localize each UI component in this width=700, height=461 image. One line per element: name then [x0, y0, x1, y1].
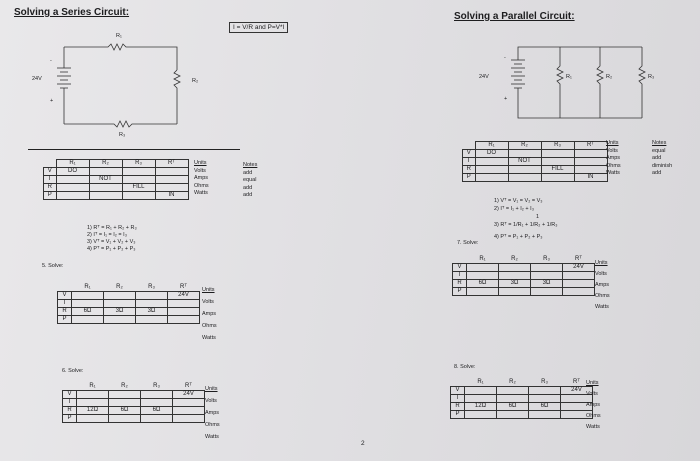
row-r: R — [44, 184, 57, 192]
row-v: V — [44, 168, 57, 176]
s6-units-v: Volts — [205, 398, 217, 404]
p-units-w: Watts — [606, 170, 620, 176]
parallel-r3-label: R₃ — [648, 74, 655, 80]
s5-vt: 24V — [168, 292, 200, 300]
s6-r1: 12Ω — [77, 407, 109, 415]
s7-h2: R₂ — [511, 256, 518, 262]
s5-h2: R₂ — [116, 284, 123, 290]
parallel-rules — [494, 197, 557, 241]
s7-r2: 3Ω — [499, 280, 531, 288]
s6-r2: 6Ω — [109, 407, 141, 415]
series-title: Solving a Series Circuit: — [14, 7, 130, 18]
s7-row-p: P — [453, 288, 467, 296]
p-note-in: IN — [574, 174, 607, 182]
s6-vt: 24V — [173, 391, 205, 399]
s7-h4: Rᵀ — [575, 256, 582, 262]
s8-row-p: P — [451, 411, 465, 419]
parallel-r1-label: R₁ — [566, 74, 572, 80]
p-rule-3-numerator: 1 — [536, 214, 540, 220]
s8-row-i: I — [451, 395, 465, 403]
row-p: P — [44, 192, 57, 200]
note-2: equal — [243, 177, 257, 183]
s8-r2: 6Ω — [497, 403, 529, 411]
s6-units-w: Watts — [205, 434, 219, 440]
s6-h1: R₁ — [89, 383, 96, 389]
s7-units — [595, 258, 610, 313]
p-row-r: R — [463, 166, 476, 174]
s7-units-w: Watts — [595, 304, 609, 310]
s8-vt: 24V — [561, 387, 593, 395]
s8-row-v: V — [451, 387, 465, 395]
s7-h1: R₁ — [479, 256, 486, 262]
p-units-h: Units — [606, 140, 619, 146]
parallel-units-column — [606, 140, 621, 178]
s8-units-h: Units — [586, 380, 599, 386]
p-rule-2: 2) Iᵀ = I₁ + I₂ + I₃ — [494, 206, 534, 212]
series-rule-2: 2) Iᵀ = I₁ = I₂ = I₃ — [87, 232, 127, 238]
s6-units-h: Units — [205, 386, 218, 392]
series-minus-label: - — [50, 58, 52, 64]
s5-r2: 3Ω — [104, 308, 136, 316]
units-ohms: Ohms — [194, 182, 209, 189]
p-row-i: I — [463, 158, 476, 166]
s5-r3: 3Ω — [136, 308, 168, 316]
p-row-v: V — [463, 150, 476, 158]
page-number: 2 — [361, 440, 365, 447]
p-units-a: Amps — [606, 155, 621, 161]
s7-row-i: I — [453, 272, 467, 280]
p-row-p: P — [463, 174, 476, 182]
s8-r3: 6Ω — [529, 403, 561, 411]
s8-h3: R₃ — [541, 379, 548, 385]
s7-h3: R₃ — [543, 256, 550, 262]
series-r1-label: R₁ — [116, 33, 122, 39]
note-fill: FILL — [122, 184, 155, 192]
s8-units-v: Volts — [586, 391, 598, 397]
p-rule-3: 3) Rᵀ = 1/R₁ + 1/R₂ + 1/R₃ — [494, 222, 558, 228]
parallel-r2-label: R₂ — [606, 74, 613, 80]
s5-row-p: P — [58, 316, 72, 324]
s7-units-o: Ohms — [595, 293, 610, 299]
s8-units-w: Watts — [586, 424, 600, 430]
notes-heading: Notes — [243, 162, 258, 168]
s5-units-h: Units — [202, 287, 215, 293]
parallel-summary-table — [462, 141, 608, 182]
s7-units-a: Amps — [595, 282, 610, 288]
s6-r3: 6Ω — [141, 407, 173, 415]
col-r2: R₂ — [89, 160, 122, 168]
units-watts: Watts — [194, 190, 208, 196]
units-volts: Volts — [194, 167, 206, 174]
s6-units-o: Ohms — [205, 422, 220, 428]
p-rule-1: 1) Vᵀ = V₁ = V₂ = V₃ — [494, 198, 543, 204]
p-units-v: Volts — [606, 147, 618, 154]
s5-row-i: I — [58, 300, 72, 308]
s7-vt: 24V — [563, 264, 595, 272]
s6-h2: R₂ — [121, 383, 128, 389]
s6-h3: R₃ — [153, 383, 160, 389]
s7-units-v: Volts — [595, 271, 607, 277]
units-amps: Amps — [194, 175, 209, 181]
p-note-not: NOT — [508, 158, 541, 166]
formula-box: I = V/R and P=V*I — [229, 22, 288, 33]
p-notes-h: Notes — [652, 140, 667, 146]
col-rt: Rᵀ — [155, 160, 188, 168]
s5-h1: R₁ — [84, 284, 91, 290]
s5-units-w: Watts — [202, 335, 216, 341]
s7-row-r: R — [453, 280, 467, 288]
series-r2-label: R₂ — [192, 78, 199, 84]
solve5-label: 5. Solve: — [42, 263, 64, 269]
s7-r3: 3Ω — [531, 280, 563, 288]
solve6-label: 6. Solve: — [62, 368, 84, 374]
p-note-fill: FILL — [541, 166, 574, 174]
note-4: add — [243, 192, 253, 198]
s6-h4: Rᵀ — [185, 383, 192, 389]
s5-row-v: V — [58, 292, 72, 300]
note-in: IN — [155, 192, 188, 200]
solve8-label: 8. Solve: — [454, 364, 476, 370]
s5-units-v: Volts — [202, 299, 214, 305]
solve7-table — [452, 256, 595, 296]
series-plus-label: + — [50, 98, 54, 104]
parallel-minus-label: - — [504, 55, 506, 61]
s5-units-a: Amps — [202, 311, 217, 317]
s8-r1: 12Ω — [465, 403, 497, 411]
parallel-notes-column — [652, 140, 672, 178]
s8-h2: R₂ — [509, 379, 516, 385]
p-col-rt: Rᵀ — [574, 142, 607, 150]
s8-h4: Rᵀ — [573, 379, 580, 385]
s5-row-r: R — [58, 308, 72, 316]
s8-units-o: Ohms — [586, 413, 601, 419]
s8-h1: R₁ — [477, 379, 484, 385]
p-rule-4: 4) Pᵀ = P₁ + P₂ + P₃ — [494, 234, 543, 240]
solve8-table — [450, 379, 593, 419]
parallel-battery-label: 24V — [479, 74, 489, 80]
col-r3: R₃ — [122, 160, 155, 168]
s5-r1: 6Ω — [72, 308, 104, 316]
s6-row-p: P — [63, 415, 77, 423]
s5-h4: Rᵀ — [180, 284, 187, 290]
p-col-r3: R₃ — [541, 142, 574, 150]
p-units-o: Ohms — [606, 162, 621, 169]
p-col-r2: R₂ — [508, 142, 541, 150]
note-3: add — [243, 184, 253, 191]
note-1: add — [243, 169, 253, 176]
s5-h3: R₃ — [148, 284, 155, 290]
units-heading: Units — [194, 160, 207, 166]
s6-row-r: R — [63, 407, 77, 415]
s8-row-r: R — [451, 403, 465, 411]
s6-units-a: Amps — [205, 410, 220, 416]
s7-row-v: V — [453, 264, 467, 272]
s7-units-h: Units — [595, 260, 608, 266]
series-battery-label: 24V — [32, 76, 42, 82]
p-note-4: add — [652, 170, 662, 176]
note-do: DO — [56, 168, 89, 176]
p-note-do: DO — [475, 150, 508, 158]
note-not: NOT — [89, 176, 122, 184]
solve7-label: 7. Solve: — [457, 240, 479, 246]
s6-row-v: V — [63, 391, 77, 399]
series-rule-3: 3) Vᵀ = V₁ + V₂ + V₃ — [87, 239, 136, 245]
series-rule-4: 4) Pᵀ = P₁ + P₂ + P₃ — [87, 246, 136, 252]
p-col-r1: R₁ — [475, 142, 508, 150]
p-note-2: add — [652, 155, 662, 161]
parallel-title: Solving a Parallel Circuit: — [454, 11, 575, 22]
parallel-plus-label: + — [504, 96, 508, 102]
row-i: I — [44, 176, 57, 184]
p-note-1: equal — [652, 147, 666, 154]
s8-units-a: Amps — [586, 402, 601, 408]
col-r1: R₁ — [56, 160, 89, 168]
p-note-3: diminish — [652, 162, 673, 169]
s7-r1: 6Ω — [467, 280, 499, 288]
series-r3-label: R₃ — [119, 132, 126, 138]
series-rule-1: 1) Rᵀ = R₁ + R₂ + R₃ — [87, 225, 137, 231]
s8-units — [586, 378, 601, 433]
s5-units-o: Ohms — [202, 323, 217, 329]
s6-row-i: I — [63, 399, 77, 407]
